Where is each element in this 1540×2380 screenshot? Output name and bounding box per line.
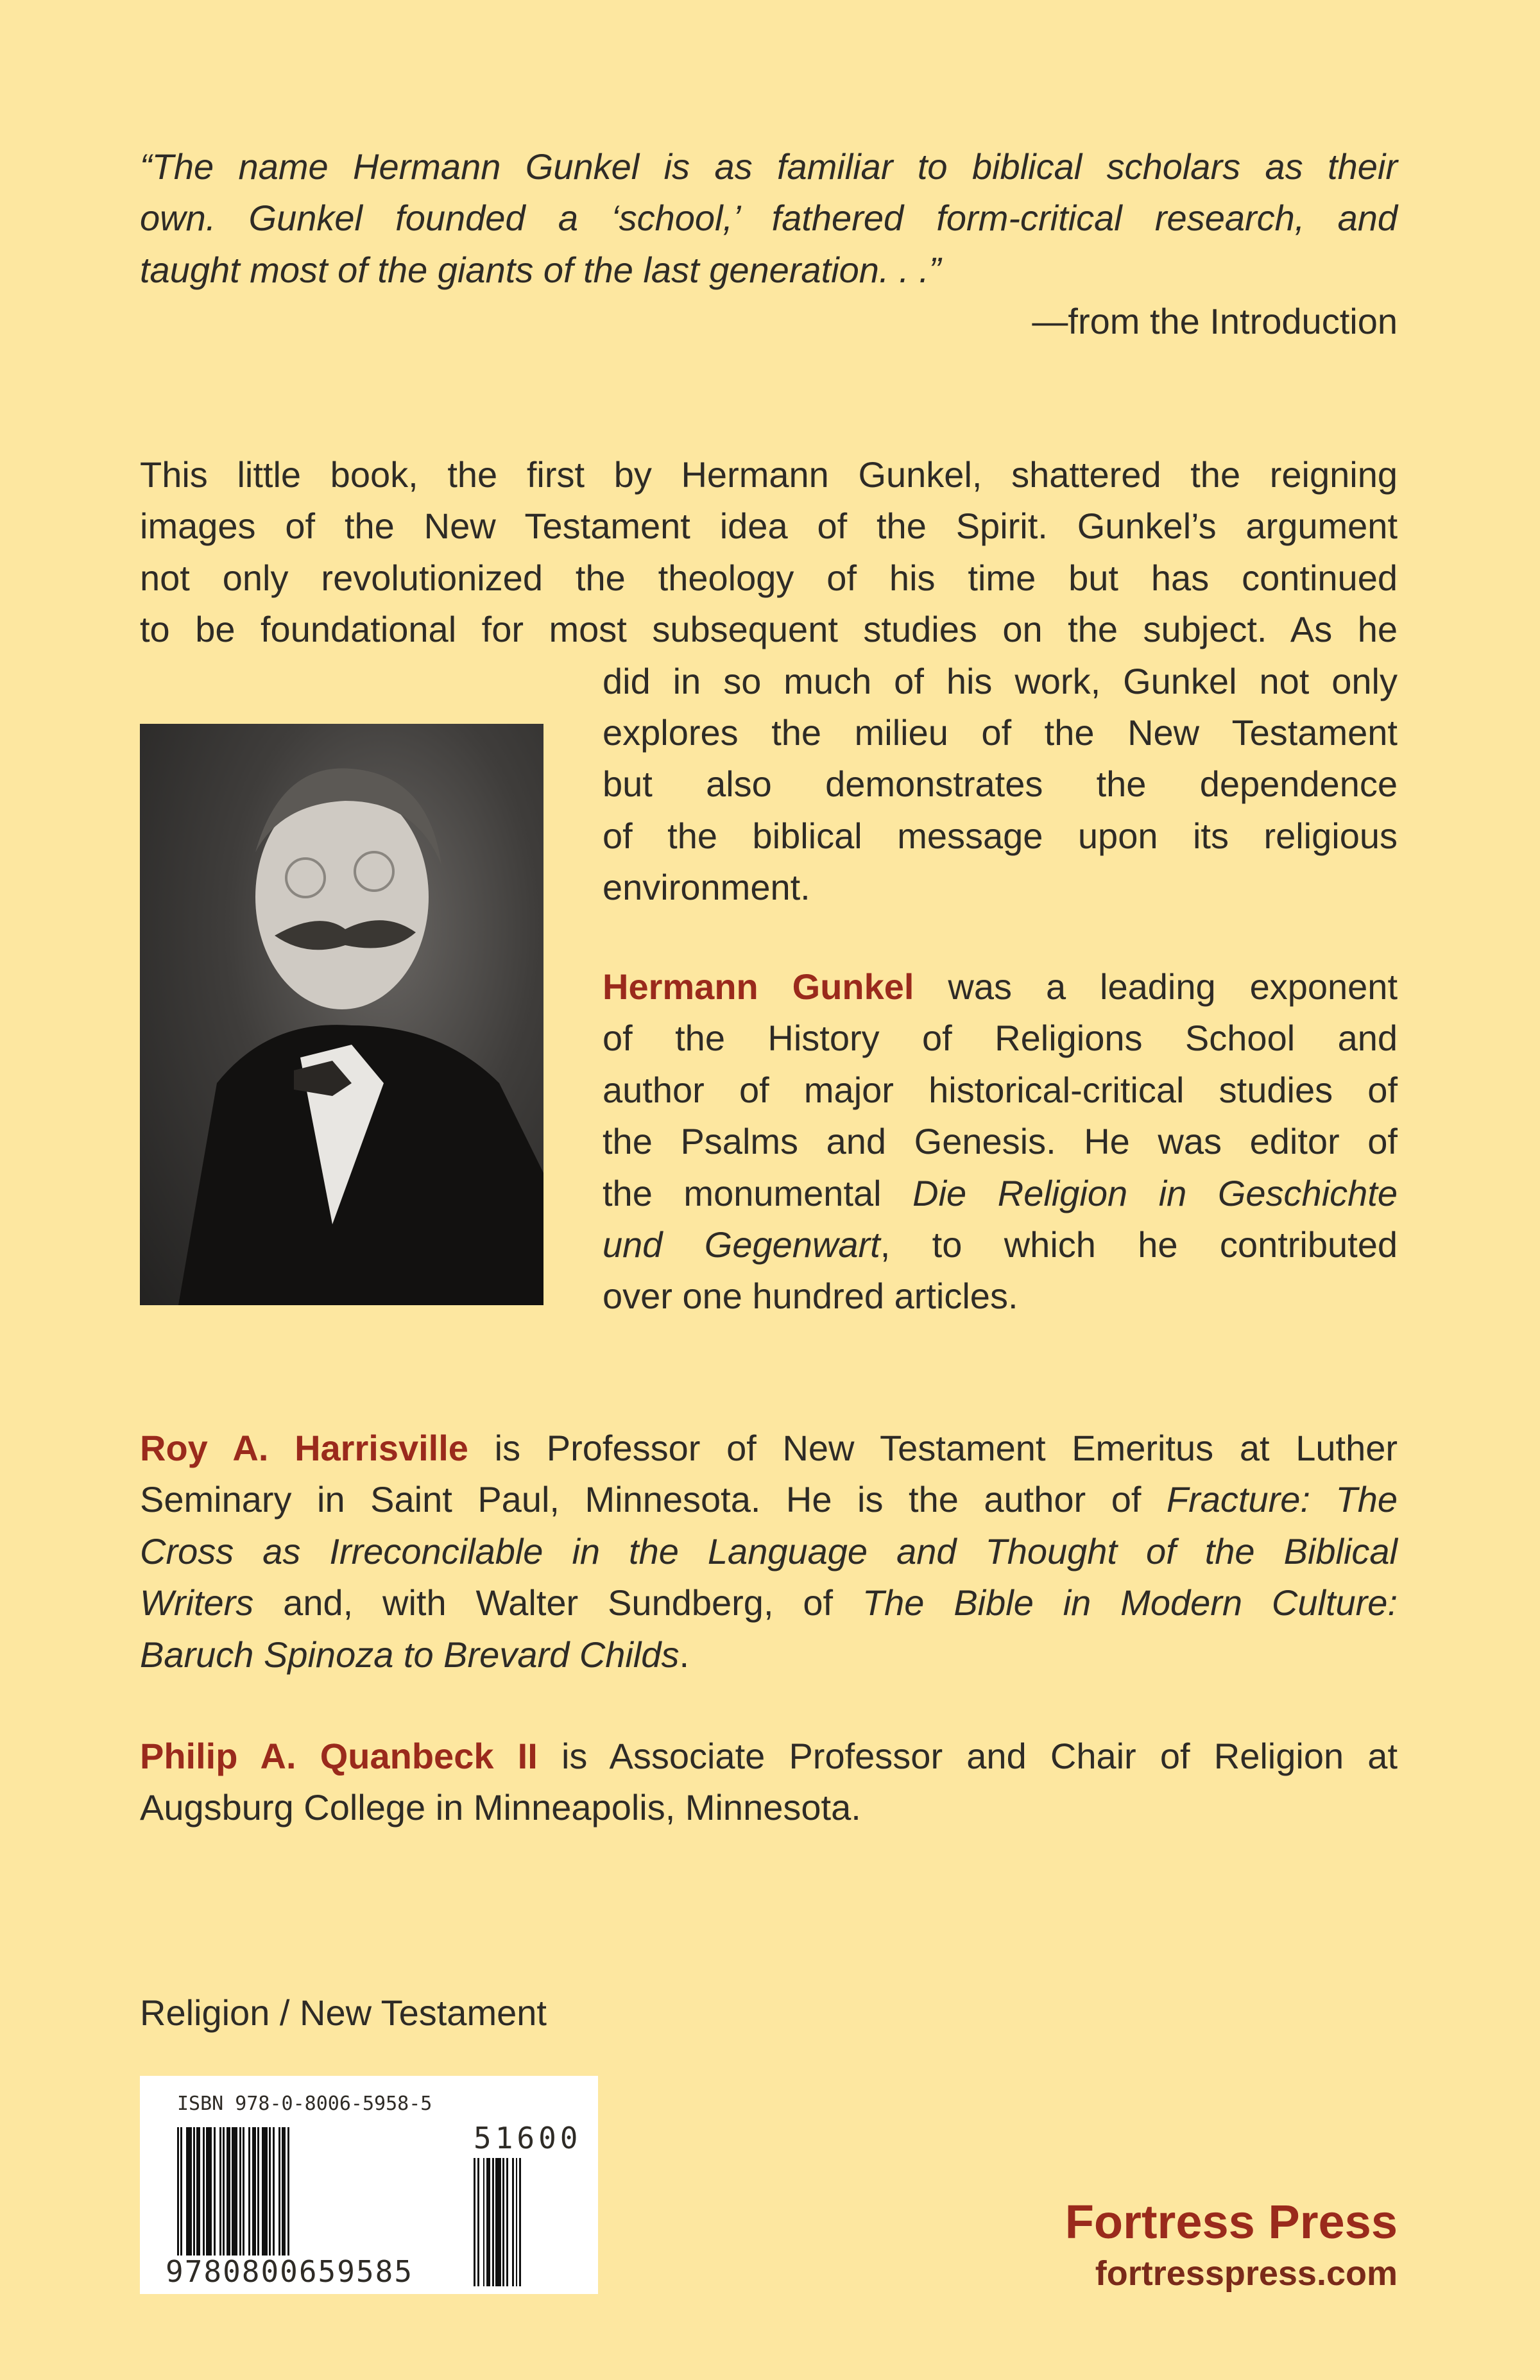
text-segment: the monumental: [603, 1172, 913, 1213]
barcode-bar: [203, 2127, 205, 2256]
text-line: [140, 1423, 1398, 1474]
quote-attribution: —from the Introduction: [1032, 301, 1398, 342]
addon-barcode-bar: [486, 2158, 490, 2286]
barcode-bar: [227, 2127, 230, 2256]
text-line: [140, 552, 1398, 604]
text-line: [603, 758, 1398, 810]
barcode-bar: [177, 2127, 179, 2256]
text-segment: .: [679, 1634, 689, 1675]
author-bio: [603, 961, 1398, 1323]
text-line: [603, 656, 1398, 707]
text-line: [140, 141, 1398, 193]
text-segment: “The name Hermann Gunkel is as familiar to biblical scholars as their: [140, 146, 1398, 187]
text-segment: Augsburg College in Minneapolis, Minnesota.: [140, 1787, 861, 1828]
isbn-barcode: [140, 2076, 598, 2294]
text-segment: is Professor of New Testament Emeritus at Luther: [468, 1428, 1398, 1468]
text-line: [140, 1526, 1398, 1577]
text-segment: was a leading exponent: [914, 966, 1398, 1007]
barcode-bar: [278, 2127, 280, 2256]
text-segment: environment.: [603, 867, 810, 908]
text-segment: This little book, the first by Hermann Gunkel, shattered the reigning: [140, 454, 1398, 495]
barcode-bar: [206, 2127, 212, 2256]
text-line: [603, 1219, 1398, 1271]
barcode-bar: [214, 2127, 216, 2256]
quote-lines: [140, 141, 1398, 296]
text-segment: is Associate Professor and Chair of Religion at: [537, 1736, 1398, 1776]
name-highlight: Hermann Gunkel: [603, 966, 914, 1007]
text-segment: not only revolutionized the theology of his time but has continued: [140, 557, 1398, 598]
publisher-name: Fortress Press: [1065, 2195, 1398, 2248]
text-line: [603, 961, 1398, 1013]
barcode-bar: [186, 2127, 192, 2256]
barcode-bar: [262, 2127, 268, 2256]
barcode-bar: [232, 2127, 237, 2256]
addon-barcode-bar: [512, 2158, 514, 2286]
barcode-bar: [243, 2127, 244, 2256]
translator-bio-quanbeck: [140, 1731, 1398, 1834]
text-segment: over one hundred articles.: [603, 1276, 1018, 1317]
barcode-bar: [223, 2127, 225, 2256]
addon-barcode-bar: [516, 2158, 517, 2286]
addon-barcode-bar: [492, 2158, 494, 2286]
text-line: [603, 1168, 1398, 1219]
barcode-bar: [269, 2127, 271, 2256]
barcode-digits: 9780800659585: [166, 2254, 414, 2289]
text-segment: and, with Walter Sundberg, of: [253, 1582, 862, 1623]
text-line: [140, 449, 1398, 501]
book-category: Religion / New Testament: [140, 1992, 547, 2033]
addon-barcode-bar: [477, 2158, 479, 2286]
title-italic: Fracture: The: [1166, 1479, 1398, 1520]
text-line: [140, 1782, 1398, 1833]
author-bio-lines: [603, 961, 1398, 1323]
addon-barcode-bar: [506, 2158, 508, 2286]
barcode-bar: [180, 2127, 182, 2256]
addon-barcode-bar: [502, 2158, 504, 2286]
text-line: [140, 1577, 1398, 1629]
title-italic: Die Religion in Geschichte: [912, 1172, 1398, 1213]
text-line: [140, 1474, 1398, 1525]
barcode-bar: [219, 2127, 221, 2256]
text-segment: did in so much of his work, Gunkel not only: [603, 660, 1398, 701]
translator-bio-harrisville: [140, 1423, 1398, 1681]
translator1-bio-lines: [140, 1423, 1398, 1681]
title-italic: Baruch Spinoza to Brevard Childs: [140, 1634, 680, 1675]
barcode-bar: [196, 2127, 200, 2256]
text-line: [603, 1013, 1398, 1064]
text-line: [140, 244, 1398, 296]
addon-barcode-bar: [474, 2158, 475, 2286]
addon-barcode-bar: [483, 2158, 484, 2286]
text-segment: own. Gunkel founded a ‘school,’ fathered form-critical research, and: [140, 198, 1398, 239]
publisher-url[interactable]: fortresspress.com: [1095, 2254, 1398, 2293]
barcode-bar: [193, 2127, 195, 2256]
barcode-bar: [282, 2127, 286, 2256]
barcode-bar: [248, 2127, 250, 2256]
text-line: [140, 604, 1398, 655]
text-segment: , to which he contributed: [880, 1224, 1398, 1265]
portrait-illustration: [140, 724, 543, 1305]
text-line: [140, 1731, 1398, 1782]
text-segment: but also demonstrates the dependence: [603, 764, 1398, 805]
text-line: [140, 501, 1398, 552]
text-line: [140, 1629, 1398, 1681]
text-line: [603, 1271, 1398, 1322]
title-italic: The Bible in Modern Culture:: [862, 1582, 1398, 1623]
text-segment: explores the milieu of the New Testament: [603, 712, 1398, 753]
title-italic: und Gegenwart: [603, 1224, 880, 1265]
text-segment: images of the New Testament idea of the Spirit. Gunkel’s argument: [140, 506, 1398, 547]
addon-barcode-bar: [495, 2158, 501, 2286]
text-line: [603, 1116, 1398, 1167]
text-line: [603, 862, 1398, 913]
addon-barcode-bar: [519, 2158, 521, 2286]
text-segment: to be foundational for most subsequent studies on the subject. As he: [140, 609, 1398, 650]
name-highlight: Roy A. Harrisville: [140, 1428, 468, 1468]
text-segment: taught most of the giants of the last generation. . .”: [140, 249, 941, 290]
text-segment: the Psalms and Genesis. He was editor of: [603, 1121, 1398, 1162]
title-italic: Cross as Irreconcilable in the Language and Thought of the Biblical: [140, 1530, 1398, 1571]
text-line: [603, 1065, 1398, 1116]
barcode-bar: [287, 2127, 289, 2256]
text-line: [140, 193, 1398, 244]
barcode-bar: [239, 2127, 241, 2256]
name-highlight: Philip A. Quanbeck II: [140, 1736, 538, 1776]
isbn-label: ISBN 978-0-8006-5958-5: [177, 2093, 432, 2115]
text-segment: of the biblical message upon its religious: [603, 815, 1398, 856]
text-segment: author of major historical-critical studies of: [603, 1069, 1398, 1110]
back-cover-quote: [140, 141, 1398, 348]
title-italic: Writers: [140, 1582, 254, 1623]
price-code: 51600: [474, 2121, 582, 2155]
barcode-bar: [257, 2127, 259, 2256]
text-line: [603, 810, 1398, 862]
publisher-block: [1065, 2193, 1398, 2296]
text-segment: Seminary in Saint Paul, Minnesota. He is the author of: [140, 1479, 1167, 1520]
text-line: [603, 707, 1398, 758]
barcode-bar: [252, 2127, 256, 2256]
translator2-bio-lines: [140, 1731, 1398, 1834]
barcode-bar: [273, 2127, 275, 2256]
text-segment: of the History of Religions School and: [603, 1018, 1398, 1059]
author-portrait-photo: [140, 724, 543, 1305]
